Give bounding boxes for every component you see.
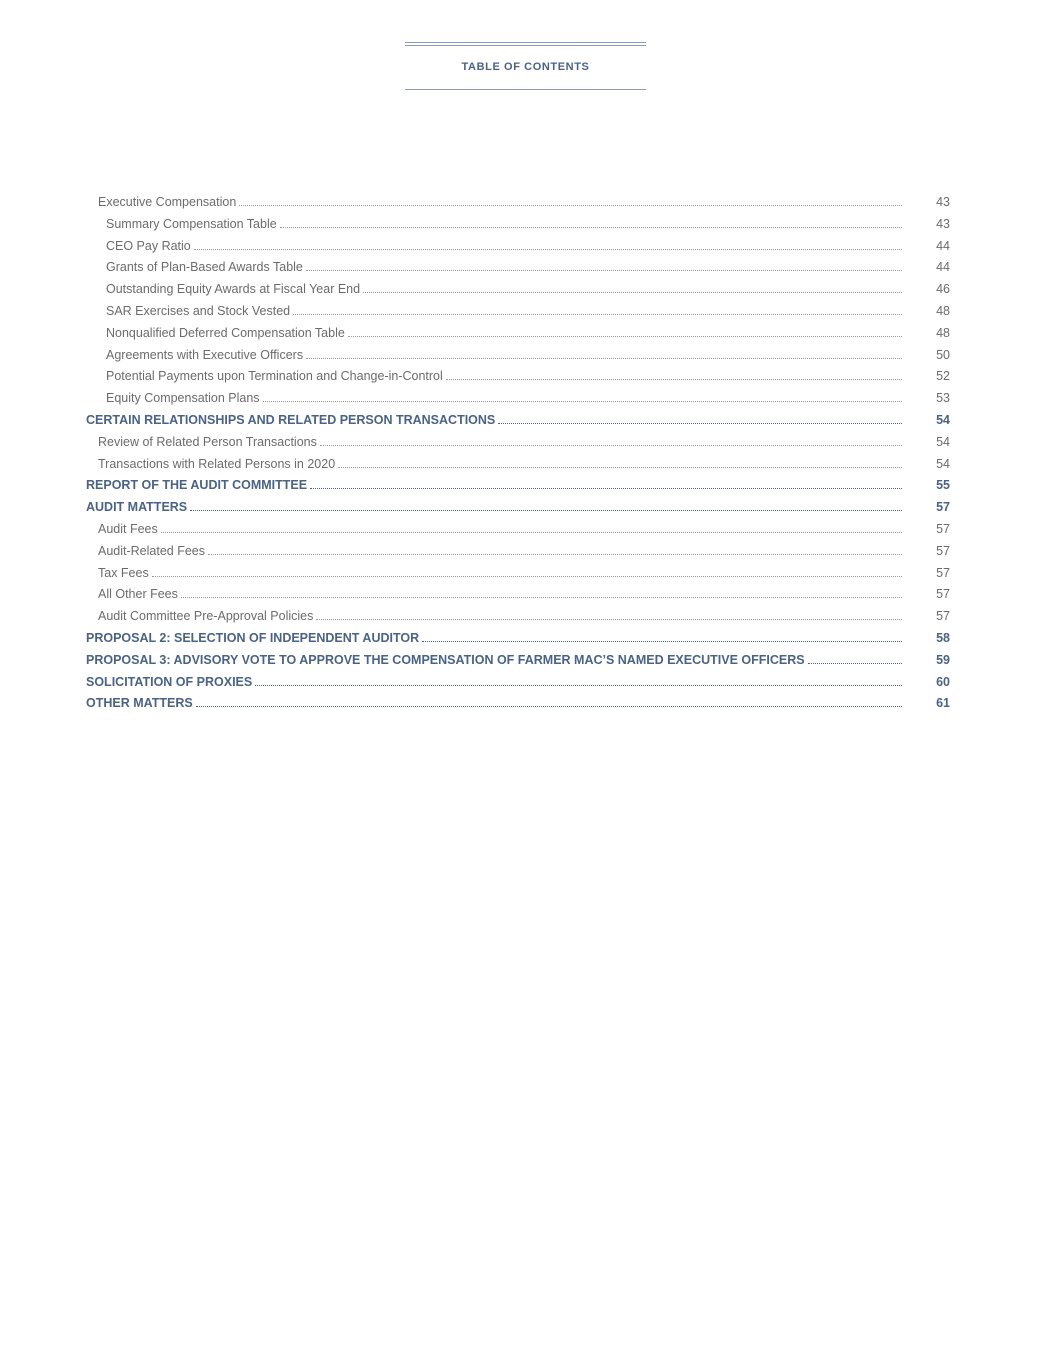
toc-subsection-link[interactable] [86, 519, 950, 541]
dot-leader [316, 618, 902, 620]
toc-page-number: 59 [936, 652, 950, 667]
toc-subsection-link[interactable] [86, 366, 950, 388]
toc-entry-label: Tax Fees [98, 565, 149, 580]
toc-page-number: 57 [936, 500, 950, 515]
toc-entry-label: Equity Compensation Plans [106, 391, 260, 406]
toc-entry-label: Outstanding Equity Awards at Fiscal Year End [106, 282, 361, 297]
toc-entry-label: CERTAIN RELATIONSHIPS AND RELATED PERSON TRANSACTIONS [86, 412, 496, 427]
toc-entry-label: All Other Fees [98, 587, 178, 602]
toc-page-number: 46 [936, 282, 950, 297]
dot-leader [363, 291, 902, 293]
toc-subsection-link[interactable] [86, 584, 950, 606]
toc-subsection-link[interactable] [86, 257, 950, 279]
dot-leader [348, 335, 902, 337]
dot-leader [196, 705, 902, 707]
dot-leader [239, 204, 902, 206]
toc-page-number: 60 [936, 674, 950, 689]
toc-entry-label: Audit-Related Fees [98, 543, 206, 558]
toc-page-number: 57 [936, 587, 950, 602]
dot-leader [498, 422, 902, 424]
toc-page-number: 43 [936, 195, 950, 209]
toc-entry-label: Nonqualified Deferred Compensation Table [106, 325, 345, 340]
toc-entry-label: SOLICITATION OF PROXIES [86, 674, 253, 689]
toc-page-number: 52 [936, 369, 950, 384]
dot-leader [255, 684, 902, 686]
dot-leader [208, 553, 902, 555]
toc-page-number: 57 [936, 521, 950, 536]
toc-page-number: 54 [936, 434, 950, 449]
toc-entry-label: PROPOSAL 3: ADVISORY VOTE TO APPROVE THE COMPENSATION OF FARMER MAC’S NAMED EXECUTIVE OFFICERS [86, 652, 805, 667]
header-top-rule-double [405, 45, 646, 46]
toc-section-link[interactable] [86, 410, 950, 432]
dot-leader [181, 596, 902, 598]
toc-subsection-link[interactable] [86, 606, 950, 628]
toc-subsection-link[interactable] [86, 541, 950, 563]
toc-entry-label: Potential Payments upon Termination and Change-in-Control [106, 369, 443, 384]
dot-leader [293, 313, 902, 315]
toc-entry-label: Summary Compensation Table [106, 216, 277, 231]
toc-section-link[interactable] [86, 497, 950, 519]
dot-leader [190, 509, 902, 511]
toc-page-number: 57 [936, 565, 950, 580]
dot-leader [161, 531, 902, 533]
dot-leader [446, 378, 902, 380]
toc-subsection-link[interactable] [86, 388, 950, 410]
dot-leader [422, 640, 902, 642]
toc-entry-label: Agreements with Executive Officers [106, 347, 304, 362]
toc-page-number: 54 [936, 412, 950, 427]
toc-subsection-link[interactable] [86, 279, 950, 301]
toc-subsection-link[interactable] [86, 345, 950, 367]
dot-leader [152, 575, 902, 577]
toc-entry-label: Audit Committee Pre-Approval Policies [98, 609, 314, 624]
dot-leader [280, 226, 902, 228]
toc-page-number: 57 [936, 543, 950, 558]
toc-section-link[interactable] [86, 672, 950, 694]
toc-entry-label: Executive Compensation [98, 195, 237, 209]
toc-subsection-link[interactable] [86, 323, 950, 345]
page-header [405, 42, 646, 90]
toc-subsection-link[interactable] [86, 432, 950, 454]
toc-entry-label: Transactions with Related Persons in 2020 [98, 456, 336, 471]
toc-entry-label: AUDIT MATTERS [86, 500, 188, 515]
header-top-rule [405, 42, 646, 43]
toc-page-number: 44 [936, 260, 950, 275]
toc-entry-label: Review of Related Person Transactions [98, 434, 317, 449]
toc-page-number: 44 [936, 238, 950, 253]
dot-leader [306, 357, 902, 359]
toc-page-number: 55 [936, 478, 950, 493]
toc-subsection-link[interactable] [86, 192, 950, 214]
toc-entry-label: Grants of Plan-Based Awards Table [106, 260, 303, 275]
table-of-contents [86, 192, 950, 715]
dot-leader [263, 400, 902, 402]
toc-page-number: 48 [936, 303, 950, 318]
toc-subsection-link[interactable] [86, 301, 950, 323]
toc-entry-label: Audit Fees [98, 521, 158, 536]
dot-leader [808, 662, 902, 664]
toc-page-number: 53 [936, 391, 950, 406]
toc-subsection-link[interactable] [86, 236, 950, 258]
toc-page-number: 50 [936, 347, 950, 362]
toc-section-link[interactable] [86, 628, 950, 650]
toc-entry-label: PROPOSAL 2: SELECTION OF INDEPENDENT AUDITOR [86, 630, 420, 645]
toc-section-link[interactable] [86, 693, 950, 715]
toc-entry-label: CEO Pay Ratio [106, 238, 191, 253]
toc-page-number: 61 [936, 696, 950, 711]
dot-leader [338, 466, 902, 468]
toc-subsection-link[interactable] [86, 563, 950, 585]
toc-section-link[interactable] [86, 475, 950, 497]
page-title: TABLE OF CONTENTS [461, 61, 590, 73]
toc-section-link[interactable] [86, 650, 950, 672]
toc-page-number: 57 [936, 609, 950, 624]
toc-subsection-link[interactable] [86, 214, 950, 236]
toc-page-number: 54 [936, 456, 950, 471]
dot-leader [194, 248, 902, 250]
toc-entry-label: SAR Exercises and Stock Vested [106, 303, 291, 318]
dot-leader [310, 487, 902, 489]
dot-leader [306, 269, 902, 271]
header-bottom-rule [405, 89, 646, 90]
toc-entry-label: OTHER MATTERS [86, 696, 193, 711]
toc-page-number: 43 [936, 216, 950, 231]
dot-leader [320, 444, 902, 446]
toc-page-number: 48 [936, 325, 950, 340]
toc-entry-label: REPORT OF THE AUDIT COMMITTEE [86, 478, 308, 493]
toc-subsection-link[interactable] [86, 454, 950, 476]
toc-page-number: 58 [936, 630, 950, 645]
